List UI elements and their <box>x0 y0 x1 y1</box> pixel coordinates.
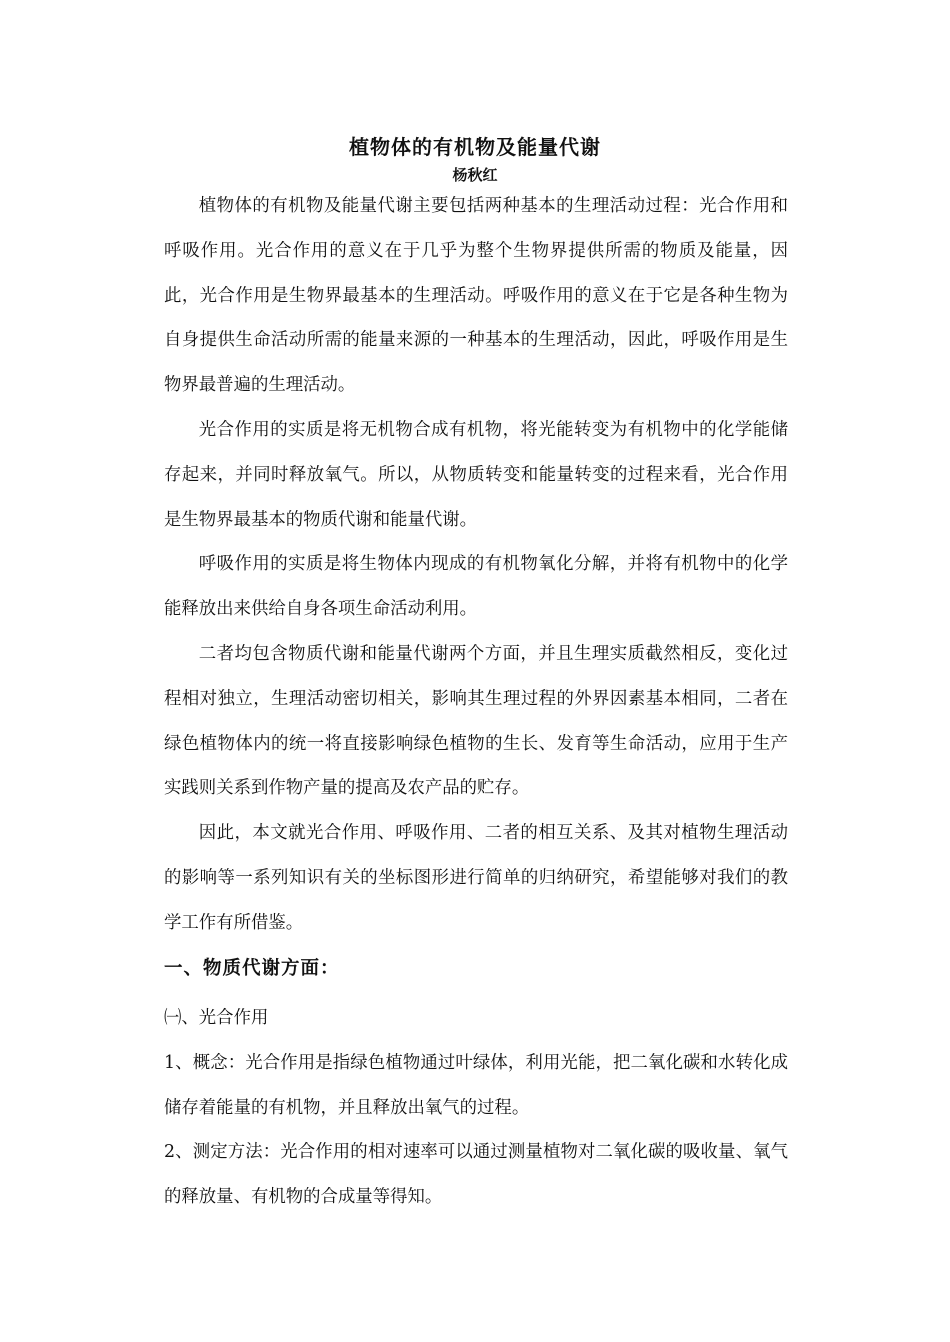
intro-body <box>164 184 788 946</box>
list-item: 2、测定方法：光合作用的相对速率可以通过测量植物对二氧化碳的吸收量、氧气的释放量、有机物的合成量等得知。 <box>164 1142 788 1208</box>
paragraph: 呼吸作用的实质是将生物体内现成的有机物氧化分解，并将有机物中的化学能释放出来供给自身各项生命活动利用。 <box>164 554 788 620</box>
paragraph: 因此，本文就光合作用、呼吸作用、二者的相互关系、及其对植物生理活动的影响等一系列知识有关的坐标图形进行简单的归纳研究，希望能够对我们的教学工作有所借鉴。 <box>164 823 788 933</box>
document-author: 杨秋红 <box>452 166 498 184</box>
paragraph: 二者均包含物质代谢和能量代谢两个方面，并且生理实质截然相反，变化过程相对独立，生理活动密切相关，影响其生理过程的外界因素基本相同，二者在绿色植物体内的统一将直接影响绿色植物的生长、发育等生命活动，应用于生产实践则关系到作物产量的提高及农产品的贮存。 <box>164 643 788 799</box>
section-heading: 一、物质代谢方面： <box>164 958 340 979</box>
subsection-heading: ㈠、光合作用 <box>164 1008 269 1028</box>
paragraph: 植物体的有机物及能量代谢主要包括两种基本的生理活动过程：光合作用和呼吸作用。光合作用的意义在于几乎为整个生物界提供所需的物质及能量，因此，光合作用是生物界最基本的生理活动。呼吸作用的意义在于它是各种生物为自身提供生命活动所需的能量来源的一种基本的生理活动，因此，呼吸作用是生物界最普遍的生理活动。 <box>164 196 788 396</box>
section-body <box>164 996 788 1220</box>
paragraph: 光合作用的实质是将无机物合成有机物，将光能转变为有机物中的化学能储存起来，并同时释放氧气。所以，从物质转变和能量转变的过程来看，光合作用是生物界最基本的物质代谢和能量代谢。 <box>164 419 788 530</box>
list-item: 1、概念：光合作用是指绿色植物通过叶绿体，利用光能，把二氧化碳和水转化成储存着能量的有机物，并且释放出氧气的过程。 <box>164 1052 788 1118</box>
document-title: 植物体的有机物及能量代谢 <box>349 135 601 159</box>
